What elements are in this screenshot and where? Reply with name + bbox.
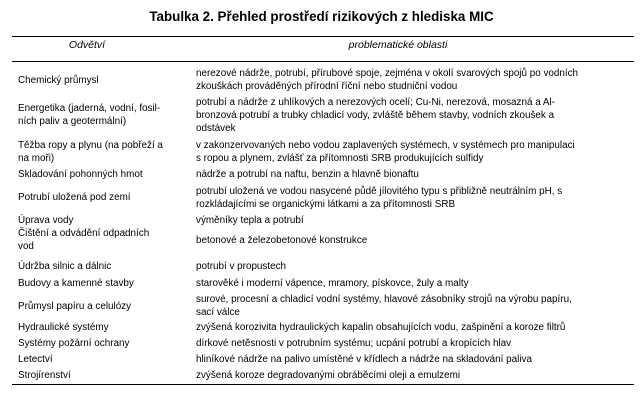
sector-cell bbox=[12, 168, 190, 181]
sector-line: Chemický průmysl bbox=[18, 74, 99, 86]
sector-line: Letectví bbox=[18, 354, 53, 365]
header-sector: Odvětví bbox=[68, 39, 106, 51]
problem-areas-cell bbox=[190, 96, 634, 135]
table-row bbox=[12, 213, 634, 228]
sector-line: Průmysl papíru a celulózy bbox=[18, 300, 132, 312]
table-row bbox=[12, 62, 634, 94]
sector-line: Skladování pohonných hmot bbox=[18, 169, 143, 180]
sector-cell bbox=[12, 227, 190, 253]
sector-line: Systémy požární ochrany bbox=[18, 338, 130, 349]
table-row bbox=[12, 367, 634, 384]
table-row bbox=[12, 228, 634, 252]
areas-line: zvýšená koroze degradovanými obráběcími oleji a emulzemi bbox=[196, 370, 461, 381]
sector-line: Těžba ropy a plynu (na pobřeží a bbox=[18, 139, 163, 151]
sector-cell bbox=[12, 277, 190, 290]
header-areas: problematické oblasti bbox=[348, 39, 448, 51]
sector-line: Údržba silnic a dálnic bbox=[18, 261, 112, 272]
table-row bbox=[12, 320, 634, 335]
table-row bbox=[12, 136, 634, 167]
table-row bbox=[12, 352, 634, 367]
sector-cell bbox=[12, 337, 190, 350]
areas-line: sací válce bbox=[196, 307, 240, 318]
problem-areas-cell bbox=[190, 369, 634, 382]
sector-cell bbox=[12, 139, 190, 165]
sector-cell bbox=[12, 191, 190, 204]
table-body bbox=[12, 62, 634, 384]
sector-line: Energetika (jaderná, vodní, fosil- bbox=[18, 103, 161, 114]
problem-areas-cell bbox=[190, 139, 634, 165]
problem-areas-cell bbox=[190, 214, 634, 227]
table-header-row bbox=[12, 37, 634, 62]
risk-environments-table bbox=[12, 36, 634, 385]
problem-areas-cell bbox=[190, 185, 634, 211]
table-row bbox=[12, 252, 634, 275]
sector-line: Hydraulické systémy bbox=[18, 322, 109, 333]
areas-line: starověké i moderní vápence, mramory, pískovce, žuly a malty bbox=[196, 278, 469, 289]
problem-areas-cell bbox=[190, 260, 634, 273]
sector-line: Budovy a kamenné stavby bbox=[18, 278, 134, 289]
areas-line: dírkové netěsnosti v potrubním systému; ucpání potrubí a kropících hlav bbox=[196, 338, 512, 349]
table-row bbox=[12, 275, 634, 292]
table-row bbox=[12, 182, 634, 213]
areas-line: s ropou a plynem, zvlášť za přítomnosti SRB produkujících sulfidy bbox=[196, 152, 484, 164]
areas-line: v zakonzervovaných nebo vodou zaplavených systémech, v systémech pro manipulaci bbox=[196, 139, 575, 151]
areas-line: nádrže a potrubí na naftu, benzin a hlavně bionaftu bbox=[196, 169, 419, 180]
areas-line: zkouškách prováděných přírodní říční nebo studniční vodou bbox=[196, 81, 458, 92]
sector-cell bbox=[12, 353, 190, 366]
areas-line: potrubí v propustech bbox=[196, 261, 287, 272]
sector-cell bbox=[12, 214, 190, 227]
table-row bbox=[12, 292, 634, 320]
table-row bbox=[12, 167, 634, 182]
problem-areas-cell bbox=[190, 293, 634, 319]
problem-areas-cell bbox=[190, 353, 634, 366]
table-row bbox=[12, 94, 634, 136]
problem-areas-cell bbox=[190, 321, 634, 334]
sector-line: Strojírenství bbox=[18, 370, 71, 381]
areas-line: odstávek bbox=[196, 122, 236, 134]
problem-areas-cell bbox=[190, 67, 634, 93]
sector-cell bbox=[12, 260, 190, 273]
sector-line: Čištění a odvádění odpadních bbox=[18, 228, 150, 239]
problem-areas-cell bbox=[190, 168, 634, 181]
areas-line: potrubí a nádrže z uhlíkových a nerezových ocelí; Cu-Ni, nerezová, mosazná a Al- bbox=[196, 96, 555, 108]
sector-cell bbox=[12, 369, 190, 382]
sector-line: Úprava vody bbox=[18, 215, 74, 226]
areas-line: surové, procesní a chladicí vodní systémy, hlavové zásobníky strojů na výrobu papíru, bbox=[196, 294, 572, 305]
sector-cell bbox=[12, 74, 190, 87]
sector-line: ních paliv a geotermální) bbox=[18, 116, 127, 127]
areas-line: nerezové nádrže, potrubí, přírubové spoje, zejména v okolí svarových spojů po vodních bbox=[196, 68, 579, 79]
areas-line: výměníky tepla a potrubí bbox=[196, 215, 304, 226]
table-title: Tabulka 2. Přehled prostředí rizikových z hlediska MIC bbox=[149, 9, 494, 24]
table-row bbox=[12, 335, 634, 352]
problem-areas-cell bbox=[190, 277, 634, 290]
sector-cell bbox=[12, 321, 190, 334]
areas-line: bronzová potrubí a trubky chladicí vody, zvláště během stavby, vodních zkoušek a bbox=[196, 109, 555, 121]
sector-line: Potrubí uložená pod zemí bbox=[18, 192, 131, 203]
areas-line: rozkládajícími se organickými látkami a za přítomnosti SRB bbox=[196, 198, 456, 210]
problem-areas-cell bbox=[190, 234, 634, 247]
areas-line: zvýšená korozivita hydraulických kapalin obsahujících vodu, zašpinění a koroze filtrů bbox=[196, 322, 566, 333]
areas-line: potrubí uložená ve vodou nasycené půdě jílovitého typu s přibližně neutrálním pH, s bbox=[196, 185, 563, 197]
problem-areas-cell bbox=[190, 337, 634, 350]
areas-line: hliníkové nádrže na palivo umístěné v křídlech a nádrže na skladování paliva bbox=[196, 354, 532, 365]
areas-line: betonové a železobetonové konstrukce bbox=[196, 234, 368, 246]
sector-line: na moři) bbox=[18, 152, 55, 164]
sector-cell bbox=[12, 102, 190, 128]
sector-cell bbox=[12, 300, 190, 313]
sector-line: vod bbox=[18, 241, 34, 252]
